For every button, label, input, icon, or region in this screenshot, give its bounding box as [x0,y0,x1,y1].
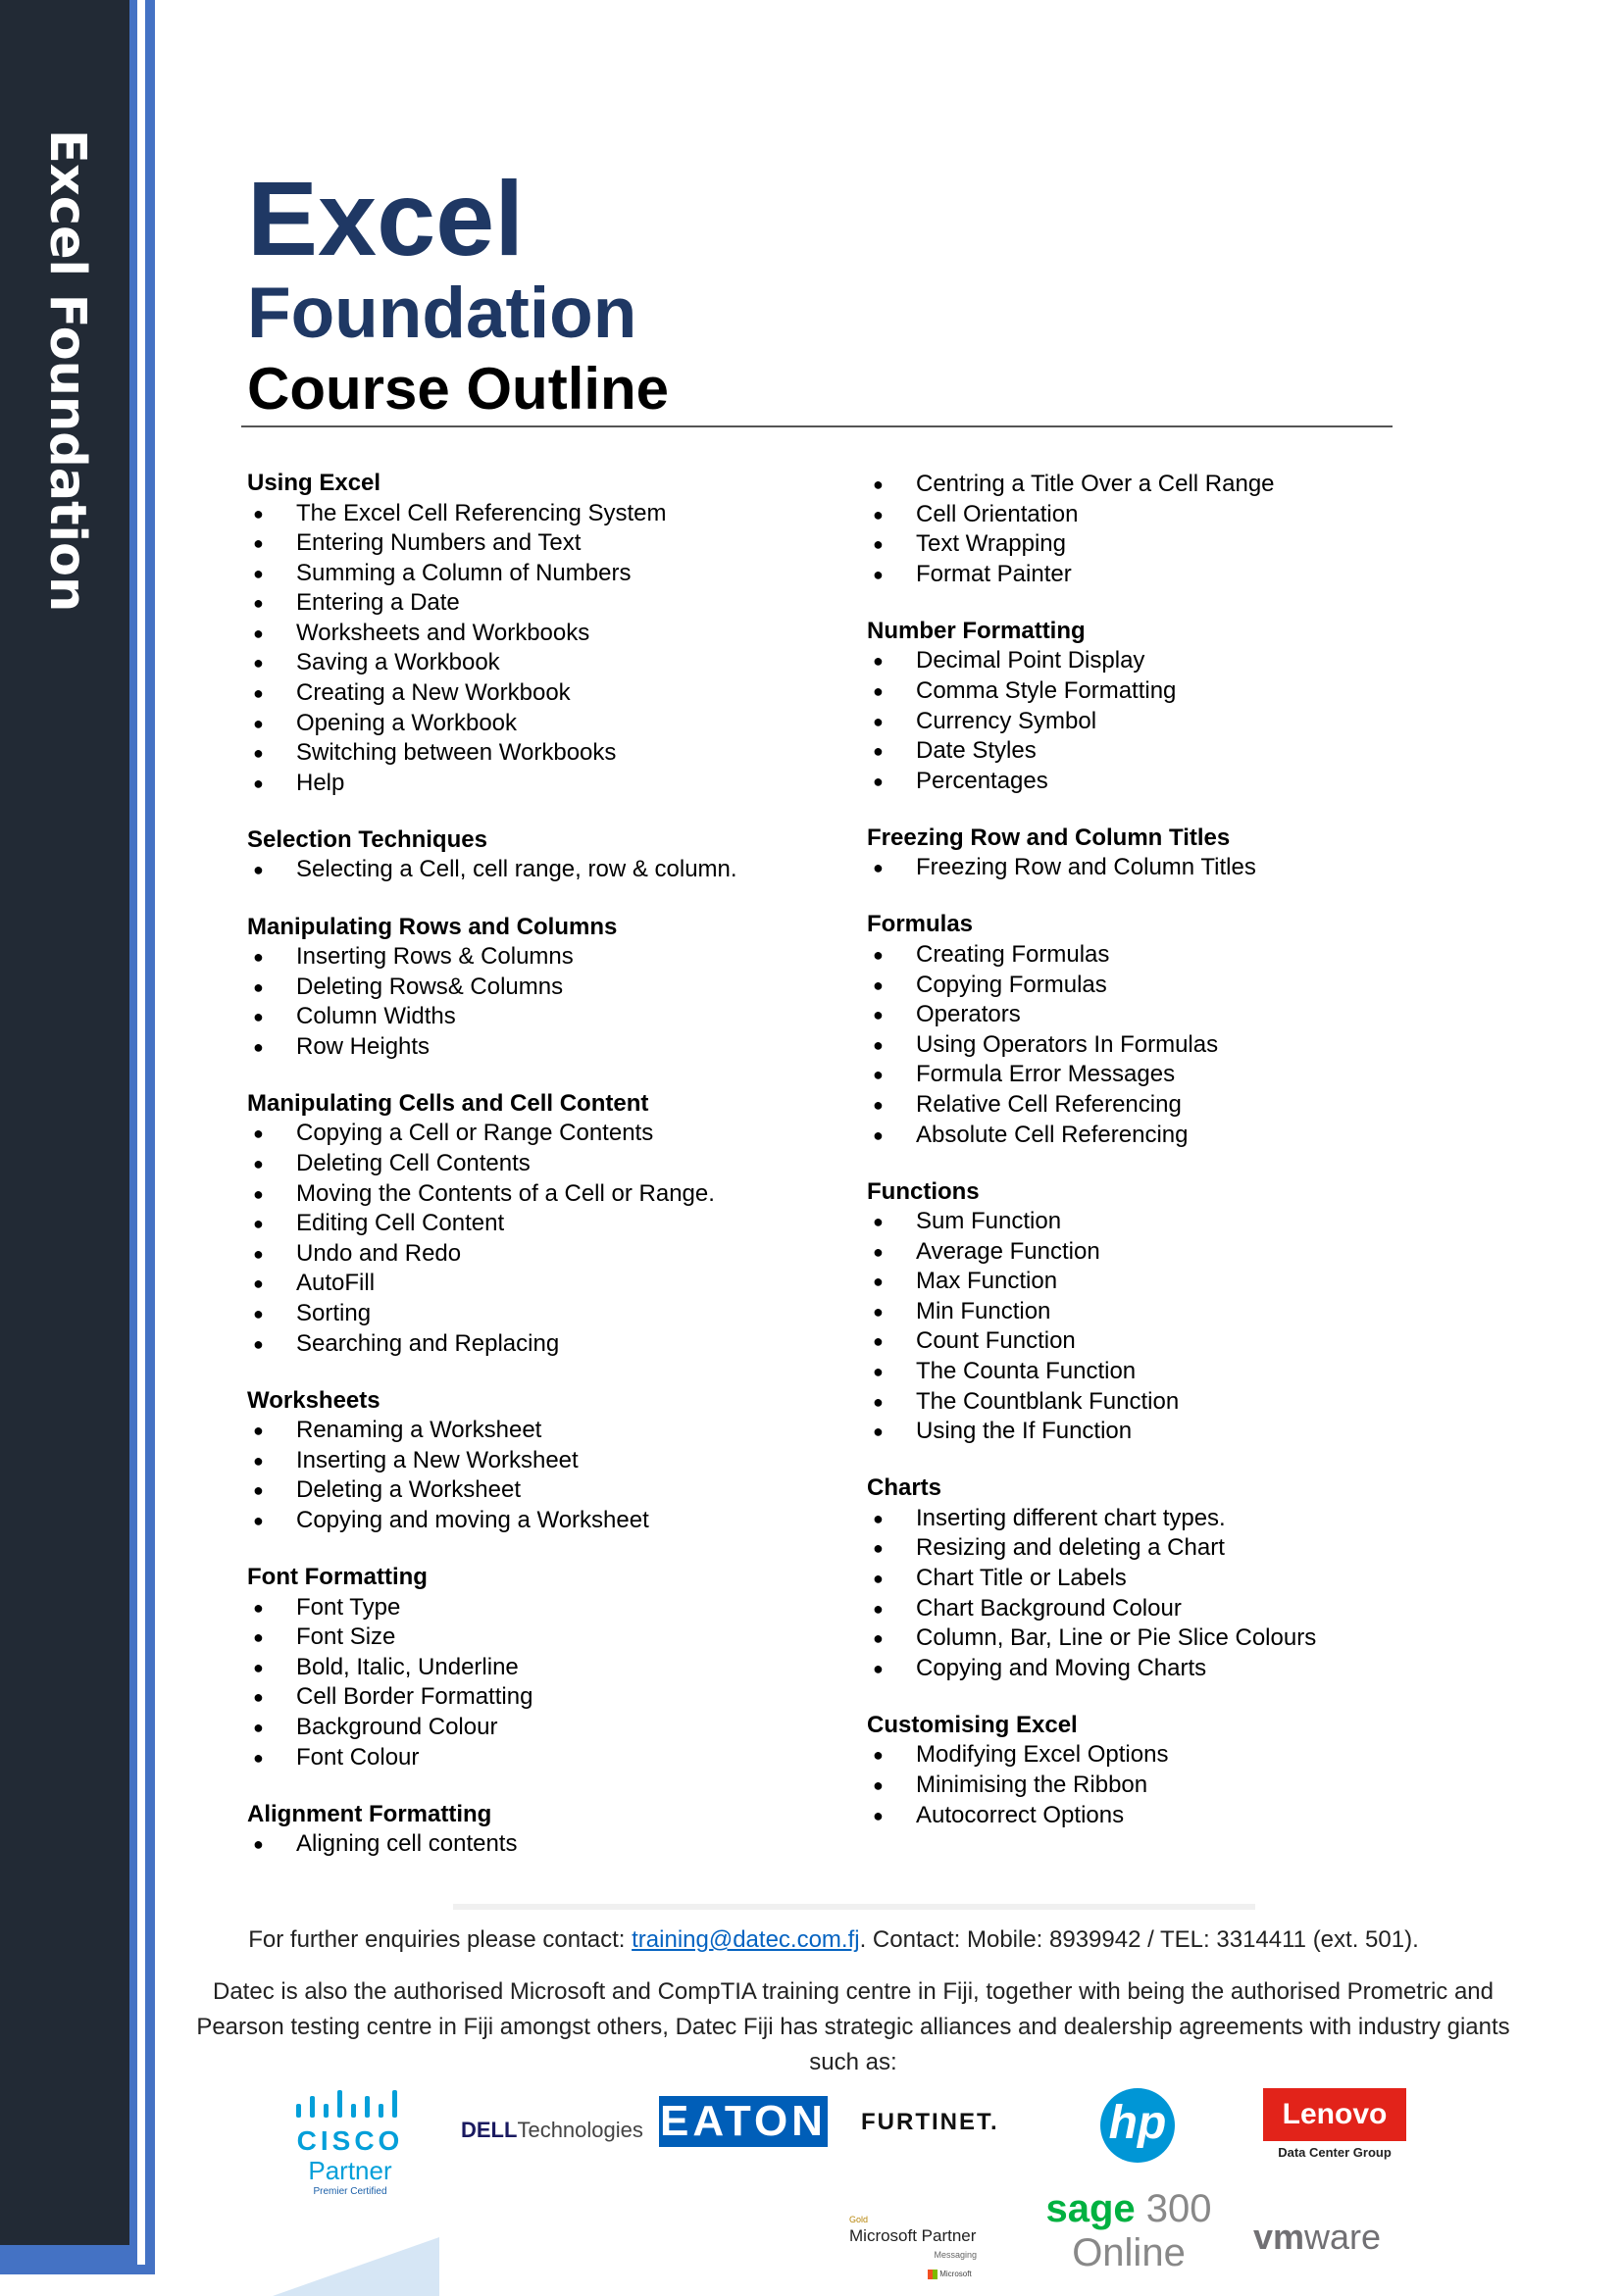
list-item [247,1032,836,1063]
list-item [247,855,836,885]
page-heading: Course Outline [247,356,670,422]
list-item-label: Saving a Workbook [296,649,500,676]
email-link[interactable]: training@datec.com.fj [632,1926,860,1953]
list-item-label: Deleting a Worksheet [296,1476,522,1504]
outline-section [247,1800,836,1860]
outline-section [867,470,1455,589]
list-item-label: Minimising the Ribbon [916,1772,1148,1798]
list-item [867,1564,1455,1594]
bullet-icon: ● [253,1273,264,1294]
list-item [867,1417,1455,1447]
list-item [867,1060,1455,1090]
bullet-icon: ● [873,680,884,701]
list-item-label: Entering a Date [296,589,460,617]
outline-section [247,1563,836,1772]
bullet-icon: ● [873,1628,884,1649]
list-item [247,1119,836,1149]
bullet-icon: ● [873,1508,884,1528]
cisco-certified: Premier Certified [313,2186,387,2197]
list-item-label: Copying a Cell or Range Contents [296,1120,654,1147]
bullet-icon: ● [253,563,264,583]
bullet-icon: ● [873,1301,884,1322]
list-item [247,619,836,649]
list-item-label: Column, Bar, Line or Pie Slice Colours [916,1624,1317,1652]
list-item-label: Using the If Function [916,1418,1133,1445]
dell-light: Technologies [517,2118,643,2142]
bullet-icon: ● [253,1687,264,1708]
list-item-label: Comma Style Formatting [916,676,1177,704]
bullet-icon: ● [873,474,884,494]
bullet-icon: ● [253,860,264,880]
outline-section [867,910,1455,1150]
list-item-label: Entering Numbers and Text [296,529,582,557]
bullet-icon: ● [873,1005,884,1025]
fortinet-logo: FURTINET. [861,2109,999,2135]
dell-bold: DELL [461,2118,518,2142]
section-title: Using Excel [247,470,381,496]
bullet-icon: ● [873,1034,884,1055]
bullet-icon: ● [253,623,264,643]
list-item-label: Deleting Cell Contents [296,1150,531,1176]
page-title: Excel [247,159,525,277]
sage-number: 300 [1145,2187,1212,2230]
outline-section [247,1089,836,1359]
list-item-label: Resizing and deleting a Chart [916,1534,1225,1562]
bullet-icon: ● [253,653,264,674]
list-item [247,1475,836,1506]
list-item-label: Editing Cell Content [296,1210,505,1237]
bullet-icon: ● [253,1214,264,1234]
lenovo-name: Lenovo [1263,2088,1406,2141]
bullet-icon: ● [873,1775,884,1795]
list-item-label: Aligning cell contents [296,1830,518,1858]
outline-right-column [867,470,1455,1858]
contact-suffix: . Contact: Mobile: 8939942 / TEL: 3314411 (ext. 501). [859,1926,1419,1953]
bullet-icon: ● [253,1627,264,1648]
bullet-icon: ● [253,683,264,704]
list-item [247,1329,836,1360]
list-item [247,678,836,709]
outline-section [867,1711,1455,1830]
list-item [247,1622,836,1653]
ms-name: Microsoft Partner [849,2226,977,2245]
list-item-label: Absolute Cell Referencing [916,1121,1189,1148]
bullet-icon: ● [873,1805,884,1825]
bullet-icon: ● [873,1331,884,1352]
list-item [867,707,1455,737]
list-item [867,1594,1455,1624]
list-item-label: Currency Symbol [916,707,1097,734]
list-item-label: Autocorrect Options [916,1801,1125,1828]
bullet-icon: ● [873,944,884,965]
list-item-label: Relative Cell Referencing [916,1090,1182,1118]
bullet-icon: ● [873,1598,884,1619]
list-item-label: Creating Formulas [916,940,1110,968]
list-item [247,1149,836,1179]
bullet-icon: ● [253,713,264,733]
list-item-label: Min Function [916,1297,1051,1324]
bullet-icon: ● [873,564,884,584]
list-item-label: Sorting [296,1299,372,1326]
microsoft-partner-logo [849,2214,996,2286]
ms-small [849,2263,996,2286]
list-item [867,676,1455,707]
list-item-label: Operators [916,1001,1021,1028]
list-item [247,1682,836,1713]
section-title: Customising Excel [867,1711,1078,1738]
list-item [867,1533,1455,1564]
bullet-icon: ● [253,1421,264,1441]
bullet-icon: ● [253,773,264,793]
sage-online: Online [1072,2231,1186,2274]
bullet-icon: ● [873,1745,884,1766]
corner-triangle [273,2237,439,2296]
list-item-label: Summing a Column of Numbers [296,559,632,586]
dell-logo [461,2116,643,2145]
page-subtitle: Foundation [247,274,637,353]
list-item [247,1446,836,1476]
bullet-icon: ● [253,533,264,554]
bullet-icon: ● [253,593,264,614]
list-item-label: Copying and moving a Worksheet [296,1506,649,1533]
list-item [867,1623,1455,1654]
list-item-label: Percentages [916,767,1048,794]
list-item-label: Row Heights [296,1032,431,1060]
vmware-logo [1253,2216,1381,2259]
list-item [867,1000,1455,1030]
list-item [247,1002,836,1032]
bullet-icon: ● [873,1422,884,1442]
list-item [247,1829,836,1860]
bullet-icon: ● [873,1569,884,1589]
ms-sub: Messaging [934,2250,977,2260]
section-title: Charts [867,1474,942,1502]
bullet-icon: ● [873,651,884,672]
contact-line [98,1925,1569,1955]
vmware-ware: ware [1304,2217,1382,2257]
list-item-label: Max Function [916,1268,1058,1295]
list-item [867,1504,1455,1534]
list-item [247,1179,836,1210]
section-title: Manipulating Cells and Cell Content [247,1089,649,1117]
bullet-icon: ● [253,1007,264,1027]
list-item-label: Selecting a Cell, cell range, row & column. [296,856,737,883]
list-item-label: Renaming a Worksheet [296,1417,542,1444]
list-item [247,1653,836,1683]
section-title: Alignment Formatting [247,1800,492,1827]
list-item [867,1740,1455,1771]
list-item-label: Column Widths [296,1003,456,1030]
list-item-label: Searching and Replacing [296,1329,560,1357]
sidebar-title: Excel Foundation [38,129,96,613]
list-item-label: Text Wrapping [916,530,1066,558]
list-item-label: Background Colour [296,1713,498,1740]
bullet-icon: ● [253,1183,264,1204]
list-item-label: The Countblank Function [916,1387,1180,1415]
list-item-label: Inserting different chart types. [916,1504,1226,1531]
bullet-icon: ● [873,534,884,555]
bullet-icon: ● [253,1450,264,1471]
list-item [247,1713,836,1743]
bullet-icon: ● [873,1065,884,1085]
bullet-icon: ● [253,1036,264,1057]
bullet-icon: ● [253,1480,264,1501]
list-item [247,769,836,799]
section-title: Worksheets [247,1386,380,1414]
section-title: Number Formatting [867,617,1086,644]
list-item [247,588,836,619]
list-item-label: Moving the Contents of a Cell or Range. [296,1179,715,1207]
list-item-label: Undo and Redo [296,1239,462,1267]
lenovo-logo [1263,2088,1406,2165]
bullet-icon: ● [253,1154,264,1173]
list-item-label: Copying and Moving Charts [916,1654,1207,1681]
list-item-label: Format Painter [916,560,1072,587]
list-item-label: Help [296,769,345,796]
section-title: Manipulating Rows and Columns [247,913,618,940]
header-divider [241,425,1393,427]
list-item [247,709,836,739]
list-item [867,470,1455,500]
bullet-icon: ● [253,1717,264,1737]
bullet-icon: ● [873,771,884,791]
list-item-label: Cell Border Formatting [296,1683,533,1711]
list-item [247,1269,836,1299]
hp-logo: hp [1100,2088,1175,2163]
bullet-icon: ● [253,743,264,764]
list-item-label: The Counta Function [916,1358,1137,1385]
sage-name: sage [1045,2187,1136,2230]
footer-divider [453,1904,1255,1910]
list-item [867,1237,1455,1268]
bullet-icon: ● [873,1658,884,1678]
outline-section [867,824,1455,883]
list-item [247,559,836,589]
list-item [247,1593,836,1623]
ms-small-text: Microsoft [939,2270,972,2278]
lenovo-sub: Data Center Group [1278,2145,1392,2160]
eaton-logo: EATON [660,2097,827,2145]
list-item [867,1654,1455,1684]
list-item-label: Inserting a New Worksheet [296,1446,579,1473]
list-item-label: Chart Background Colour [916,1594,1182,1622]
list-item [867,971,1455,1001]
bullet-icon: ● [253,947,264,968]
bullet-icon: ● [873,858,884,878]
list-item [247,1506,836,1536]
list-item-label: Decimal Point Display [916,647,1145,674]
section-title: Font Formatting [247,1564,428,1591]
bullet-icon: ● [253,1657,264,1677]
list-item [867,500,1455,530]
list-item [867,1771,1455,1801]
bullet-icon: ● [873,1241,884,1262]
outline-section [247,1386,836,1536]
section-title: Functions [867,1177,980,1205]
outline-section [247,825,836,885]
bullet-icon: ● [873,974,884,995]
bullet-icon: ● [253,976,264,997]
cisco-partner: Partner [308,2156,392,2185]
list-item [867,1297,1455,1327]
list-item-label: Centring a Title Over a Cell Range [916,471,1275,497]
bullet-icon: ● [873,1362,884,1382]
sage-line1 [1045,2186,1212,2231]
list-item [247,499,836,529]
list-item-label: The Excel Cell Referencing System [296,499,667,526]
list-item [867,1121,1455,1151]
list-item-label: Deleting Rows& Columns [296,973,564,1000]
bullet-icon: ● [873,711,884,731]
outline-section [867,617,1455,796]
vmware-vm: vm [1253,2217,1305,2257]
list-item [867,646,1455,676]
list-item [867,529,1455,560]
list-item-label: Opening a Workbook [296,709,518,736]
list-item [867,1267,1455,1297]
bullet-icon: ● [253,1510,264,1530]
list-item [867,736,1455,767]
bullet-icon: ● [253,503,264,524]
about-paragraph: Datec is also the authorised Microsoft and CompTIA training centre in Fiji, together with being the authorised Prometric and Pearson testing centre in Fiji amongst others, Datec Fiji has strategic alliances and dealership agreements with industry giants such as: [196,1978,1510,2075]
bullet-icon: ● [873,1272,884,1292]
cisco-bars-icon [286,2088,414,2121]
bullet-icon: ● [253,1243,264,1264]
list-item-label: Worksheets and Workbooks [296,619,590,646]
list-item-label: Average Function [916,1237,1100,1265]
list-item [867,1326,1455,1357]
list-item [247,1299,836,1329]
list-item [867,1801,1455,1831]
list-item-label: Switching between Workbooks [296,739,617,767]
bullet-icon: ● [253,1303,264,1323]
bullet-icon: ● [873,1212,884,1232]
list-item-label: Count Function [916,1327,1076,1355]
list-item [247,738,836,769]
list-item [867,1357,1455,1387]
section-title: Freezing Row and Column Titles [867,824,1231,851]
outline-section [867,1473,1455,1683]
contact-prefix: For further enquiries please contact: [248,1926,633,1953]
list-item-label: Font Colour [296,1743,420,1771]
outline-left-column [247,469,836,1886]
list-item-label: Cell Orientation [916,500,1079,527]
bullet-icon: ● [253,1333,264,1354]
outline-section [247,469,836,798]
outline-section [867,1177,1455,1447]
ms-gold: Gold [849,2215,869,2224]
list-item-label: Font Type [296,1593,401,1621]
list-item-label: AutoFill [296,1270,376,1297]
bullet-icon: ● [253,1834,264,1855]
list-item [247,648,836,678]
list-item-label: Sum Function [916,1208,1062,1235]
bullet-icon: ● [873,1094,884,1115]
list-item [247,1743,836,1773]
list-item [247,1209,836,1239]
list-item [247,528,836,559]
list-item [867,1090,1455,1121]
bullet-icon: ● [873,1538,884,1559]
sage-logo [1045,2186,1212,2274]
list-item-label: Chart Title or Labels [916,1565,1127,1592]
bullet-icon: ● [253,1123,264,1144]
list-item-label: Creating a New Workbook [296,679,571,707]
outline-section [247,913,836,1063]
list-item-label: Font Size [296,1623,396,1651]
list-item [867,560,1455,590]
list-item-label: Formula Error Messages [916,1061,1176,1088]
bullet-icon: ● [873,1124,884,1145]
list-item [247,942,836,973]
bullet-icon: ● [873,1391,884,1412]
bullet-icon: ● [873,504,884,524]
list-item [867,767,1455,797]
microsoft-squares-icon [928,2270,938,2279]
list-item-label: Date Styles [916,737,1037,765]
list-item-label: Bold, Italic, Underline [296,1653,519,1680]
cisco-logo [286,2088,414,2206]
bullet-icon: ● [253,1747,264,1768]
list-item [247,973,836,1003]
list-item-label: Inserting Rows & Columns [296,943,574,971]
bullet-icon: ● [873,741,884,762]
bullet-icon: ● [253,1597,264,1618]
list-item [867,940,1455,971]
list-item-label: Copying Formulas [916,971,1107,998]
list-item [247,1416,836,1446]
list-item [867,853,1455,883]
list-item-label: Using Operators In Formulas [916,1030,1219,1058]
list-item-label: Modifying Excel Options [916,1741,1169,1769]
section-title: Selection Techniques [247,825,487,853]
list-item [867,1030,1455,1061]
cisco-name: CISCO [296,2125,404,2156]
section-title: Formulas [867,911,974,938]
list-item-label: Freezing Row and Column Titles [916,854,1256,881]
list-item [867,1207,1455,1237]
list-item [867,1387,1455,1418]
list-item [247,1239,836,1270]
